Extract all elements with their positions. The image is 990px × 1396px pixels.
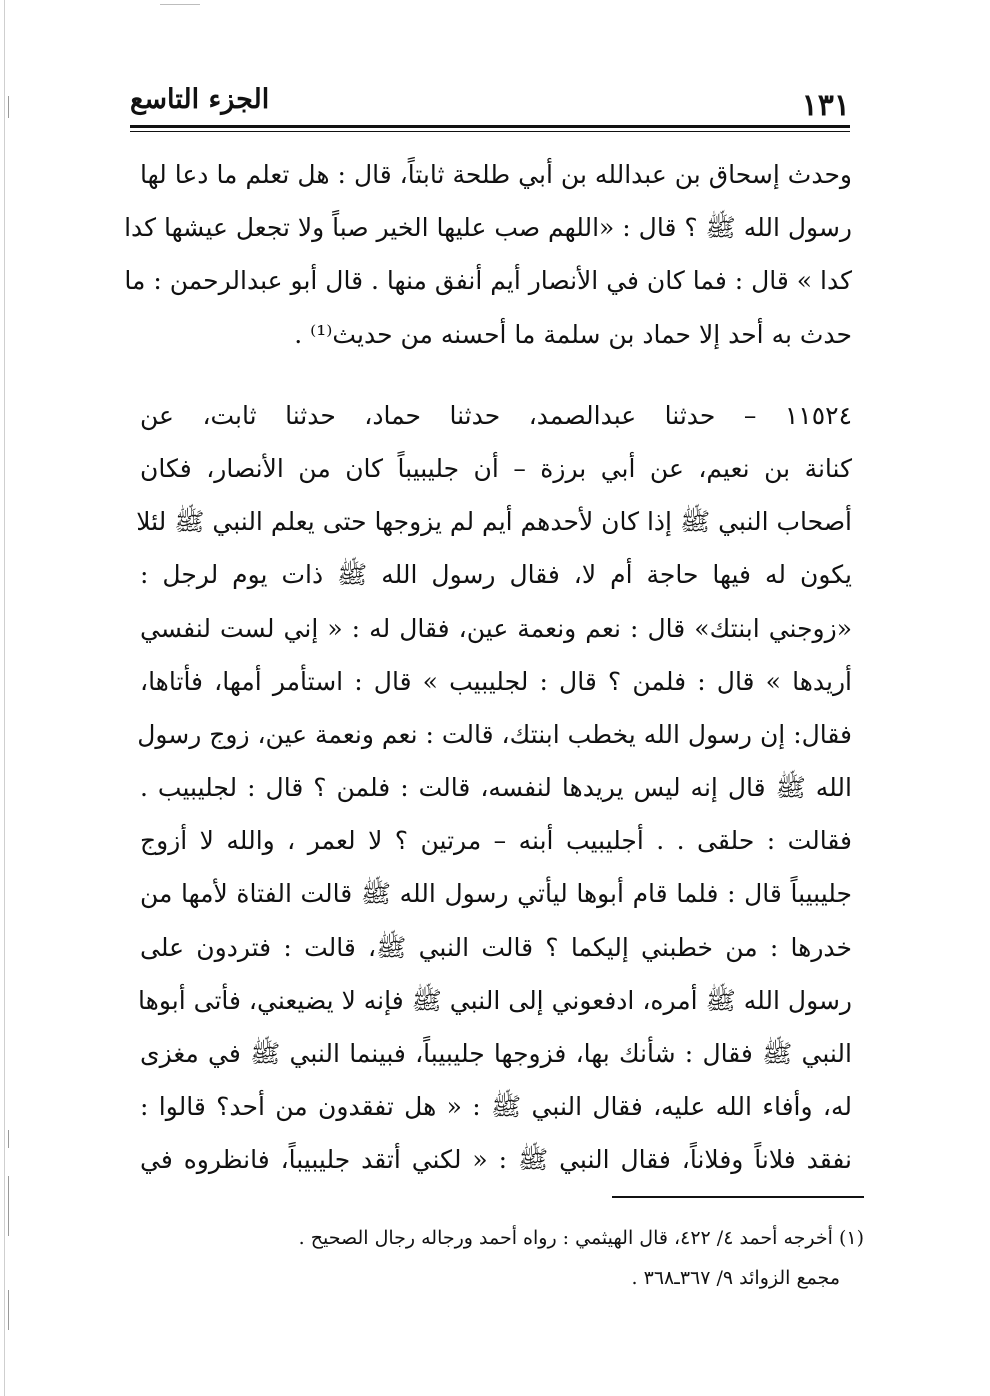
text-line: النبي ﷺ فقال : شأنك بها، فزوجها جليبيباً، فبينما النبي ﷺ في مغزى: [140, 1039, 852, 1068]
text-line: له، وأفاء الله عليه، فقال النبي ﷺ : « هل تفقدون من أحد؟ قالوا :: [140, 1092, 852, 1122]
text-line: رسول الله ﷺ ؟ قال : «اللهم صب عليها الخير صباً ولا تجعل عيشها كدا: [124, 213, 852, 243]
scan-mark: [8, 1290, 9, 1330]
main-text: [124, 148, 852, 1187]
page-header: [130, 70, 850, 130]
footnote-separator: [612, 1196, 864, 1198]
hadith-number-line: ١١٥٢٤ – حدثنا عبدالصمد، حدثنا حماد، حدثنا ثابت، عن: [140, 400, 852, 430]
scan-mark: [8, 96, 9, 118]
footnotes: [160, 1218, 864, 1298]
text-line: رسول الله ﷺ أمره، ادفعوني إلى النبي ﷺ فإنه لا يضيعني، فأتى أبوها: [138, 985, 852, 1015]
text-line: أريدها » قال : فلمن ؟ قال : لجليبيب » قال : استأمر أمها، فأتاها،: [140, 666, 852, 696]
scan-edge: [4, 0, 5, 1396]
text-line: يكون له فيها حاجة أم لا، فقال رسول الله ﷺ ذات يوم لرجل :: [140, 560, 852, 590]
scan-mark: [160, 4, 200, 5]
running-title: الجزء التاسع: [130, 84, 270, 115]
text-line: فقالت : حلقى . . أجليبيب أبنه – مرتين ؟ لا لعمر ، والله لا أزوج: [140, 826, 852, 856]
footnote-line: (١) أخرجه أحمد ٤/ ٤٢٢، قال الهيثمي : رواه أحمد ورجاله رجال الصحيح .: [298, 1227, 864, 1249]
text-line: أصحاب النبي ﷺ إذا كان لأحدهم أيم لم يزوجها حتى يعلم النبي ﷺ لئلا: [136, 507, 852, 537]
footnote-line: مجمع الزوائد ٩/ ٣٦٧ـ٣٦٨ .: [631, 1267, 840, 1289]
text-line: حدث به أحد إلا حماد بن سلمة ما أحسنه من حديث⁽¹⁾ .: [294, 319, 852, 349]
text-line: كدا » قال : فما كان في الأنصار أيم أنفق منها . قال أبو عبدالرحمن : ما: [124, 266, 852, 296]
text-line: وحدث إسحاق بن عبدالله بن أبي طلحة ثابتاً، قال : هل تعلم ما دعا لها: [140, 160, 852, 189]
text-line: جليبيباً قال : فلما قام أبوها ليأتي رسول الله ﷺ قالت الفتاة لأمها من: [140, 879, 852, 909]
text-line: الله ﷺ قال إنه ليس يريدها لنفسه، قالت : فلمن ؟ قال : لجليبيب .: [140, 773, 852, 803]
text-line: فقال: إن رسول الله يخطب ابنتك، قالت : نعم ونعمة عين، زوج رسول: [137, 719, 852, 749]
text-line: خدرها : من خطبني إليكما ؟ قالت النبي ﷺ، قالت : فتردون على: [140, 932, 852, 962]
page-number: ١٣١: [801, 88, 850, 123]
scan-mark: [8, 1130, 9, 1148]
text-line: نفقد فلاناً وفلاناً، فقال النبي ﷺ : « لكني أتقد جليبيباً، فانظروه في: [140, 1145, 852, 1175]
text-line: كنانة بن نعيم، عن أبي برزة – أن جليبيباً كان من الأنصار، فكان: [140, 453, 852, 483]
scan-mark: [8, 1176, 9, 1236]
paragraph-gap: [140, 361, 852, 389]
header-rule: [130, 125, 850, 128]
text-line: «زوجني ابنتك» قال : نعم ونعمة عين، فقال له : « إني لست لنفسي: [140, 613, 852, 643]
header-rule-thin: [130, 131, 850, 132]
